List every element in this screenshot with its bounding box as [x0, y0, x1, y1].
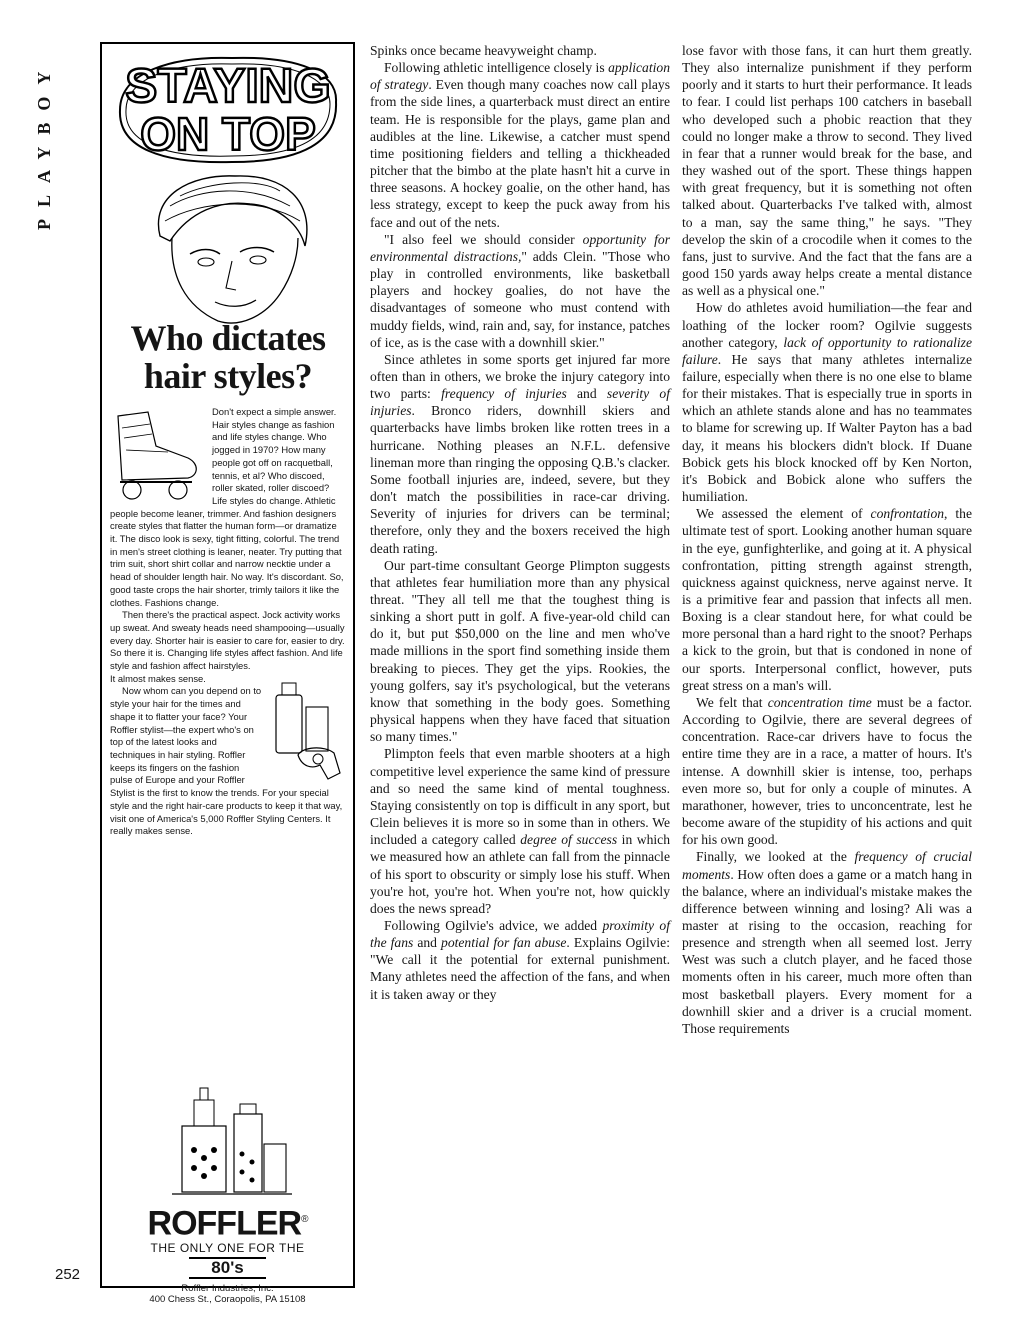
roffler-products-illustration [172, 1084, 292, 1202]
ad-body-copy [110, 406, 346, 838]
ad-paragraph-3: It almost makes sense. [110, 672, 206, 684]
on-top-art-text: ON TOP [140, 108, 316, 160]
roffler-tagline-80s: 80's [189, 1257, 265, 1279]
article-paragraph: Following athletic intelligence closely is application of strategy. Even though many coaches now call plays from the side lines, a quarterback must direct an entire team. He is responsible for the plays, game plan and audibles at the line. Likewise, a catcher must spend time positioning fielders and telling a thickheaded pitcher that the bimbo at the plate hasn't hit a curve in three seasons. A hockey goalie, on the other hand, has less strategy, except to keep the puck away from his face and out of the nets. [370, 60, 670, 230]
page-number: 252 [55, 1266, 81, 1283]
article-paragraph: We assessed the element of confrontation, the ultimate test of sport. Looking another human square in the eye, gunfighterlike, and going at it. A physical confrontation, pitting strength against strength, quickness against quickness, nerve against nerve. It is a primitive fear and passion that infects all men. Boxing is a clear standout here, for what could be more personal than a hard right to the snoot? Perhaps a kick to the groin, but that is condoned in none of our sports. Interpersonal conflict, however, puts great stress on a man's will. [682, 506, 973, 693]
roffler-address: 400 Chess St., Coraopolis, PA 15108 [149, 1294, 306, 1306]
roffler-advertisement [100, 42, 355, 1306]
hair-products-illustration [268, 677, 350, 787]
magazine-name-text: PLAYBOY [34, 59, 54, 230]
ad-paragraph-2: Then there's the practical aspect. Jock activity works up sweat. And sweaty heads need shampooing—usually every day. Shorter hair is easier to care for, easier to dry. So there it is. Changing life styles affect fashion. And life style and fashion affect hairstyles. [110, 609, 345, 672]
article-column-1 [370, 42, 670, 1003]
article-paragraph: How do athletes avoid humiliation—the fear and loathing of the locker room? Ogilvie suggests another category, lack of opportunity to rationalize failure. He says that many athletes internalize failure, especially when there is no one else to blame for their mistakes. That is especially true in sports in which an athlete stands alone and has no teammates to blame for screwing up. If Walter Payton has a bad day, it means his blockers didn't block. If Duane Bobick gets his block knocked off by Ken Norton, it's Bobick and Bobick alone who suffers the humiliation. [682, 300, 972, 505]
article-paragraph: Following Ogilvie's advice, we added proximity of the fans and potential for fan abuse. Explains Ogilvie: "We call it the potential for external punishment. Many athletes need the affection of the fans, and when it is taken away or they [370, 917, 670, 1002]
registered-mark: ® [301, 1214, 308, 1225]
ad-paragraph-4: Now whom can you depend on to style your hair for the times and shape it to flatter your face? Your Roffler stylist—the expert who's on top of the latest looks and techniques in hair styling. Roffler keeps its fingers on the fashion pulse of Europe and your Roffler Stylist is the first to know the trends. For your special style and the right hair-care products to keep it that way, visit one of America's 5,000 Roffler Styling Centers. It really makes sense. [110, 685, 343, 837]
article-paragraph: Finally, we looked at the frequency of crucial moments. How often does a game or a match hang in the balance, where an individual's mistake makes the difference between winning and losing? Ali was a master at rising to the occasion, reaching for presence and strength when all seemed lost. Jerry West was such a clutch player, and he faced those moments often in his career, much more often than most basketball players. Every moment for a downhill skier and a driver is a crucial moment. Those requirements [682, 849, 972, 1036]
roffler-logo-text: ROFFLER [147, 1204, 302, 1243]
man-portrait-illustration [140, 166, 320, 331]
roffler-logo [102, 1202, 353, 1241]
staying-art-text: STAYING [125, 60, 331, 113]
article-paragraph: We felt that concentration time must be a factor. According to Ogilvie, there are several degrees of concentration. Race-car drivers have to focus the entire time they are in a race, a matter of hours. It's intense. A downhill skier is intense, too, perhaps even more so, but for only a couple of minutes. A marathoner, however, tries to unconcentrate, lest he become aware of the stupidity of his actions and quit for his own good. [682, 694, 973, 848]
article-paragraph: Since athletes in some sports get injured far more often than in others, we broke the injury category into two parts: frequency of injuries and severity of injuries. Bronco riders, downhill skiers and quarterbacks have limbs broken like rotten trees in a hurricane. Nothing pleases an N.F.L. defensive lineman more than ringing the opposing Q.B.'s clacker. Some football injuries are, indeed, severe, but they don't match the possibilities in race-car driving. Severity of injuries for drivers can be terminal; therefore, only they and the boxers received the high death rating. [370, 351, 670, 556]
roffler-tagline: THE ONLY ONE FOR THE [150, 1241, 305, 1256]
roffler-logo-block [102, 1202, 353, 1305]
article-paragraph: "I also feel we should consider opportunity for environmental distractions," adds Clein. "Those who play in controlled environments, like basketball players and hockey goalies, do not have the disadvantages of someone who must contend with muddy fields, wind, rain and, say, for instance, patches of ice, as is the case with a downhill skier." [370, 231, 671, 350]
article-paragraph: Our part-time consultant George Plimpton suggests that athletes fear humiliation more than any physical threat. "They all tell me that the toughest thing is sinking a short putt in golf. A five-year-old child can do it, but put $50,000 on the line and men who've made millions in the sport find something inside them breaking to pieces. They get the yips. Rookies, the young golfers, say it's psychological, but the veterans know that something in the body goes. Something physical happens when they have faced that situation so many times." [370, 557, 670, 745]
ad-paragraph-1: Don't expect a simple answer. Hair styles change as fashion and life styles change. Who jogged in 1970? How many people got off on racquetball, tennis, et al? Who discoed, roller skated, roller discoed? Life styles do change. Athletic people become leaner, trimmer. And fashion designers create styles that flatter the human form—or dramatize it. The disco look is sexy, tight fitting, colorful. The trend in men's street clothing is leaner, neater. Try putting that trim suit, short shirt collar and narrow necktie under a head of shoulder length hair. No way. It's discordant. So, good taste crops the hair shorter, trimly tailors it like the clothes. Fashions change. [110, 406, 344, 608]
ad-headline: Who dictates hair styles? [130, 318, 326, 396]
roffler-company: Roffler Industries, Inc. [181, 1283, 274, 1295]
article-paragraph: lose favor with those fans, it can hurt them greatly. They also internalize punishment if they perform poorly and it starts to hurt their performance. It leads to fear. I could list perhaps 100 catchers in baseball who developed such a phobic reaction that they could no longer make a throw to second. They lived in fear that a runner would break for the base, and they washed out of the sport. These things happen with great frequency, but it is something not often talked about. Quarterbacks I've talked with, almost to a man, say the same thing," he says. "They develop the skin of a crocodile when it comes to the fans, just to survive. And the fact that the fans are a good 150 yards away helps create a mental distance as well as a physical one." [682, 43, 972, 299]
article-paragraph: Spinks once became heavyweight champ. [370, 43, 597, 58]
article-column-2 [682, 42, 972, 1037]
roller-skate-illustration [108, 406, 206, 506]
article-paragraph: Plimpton feels that even marble shooters at a high competitive level experience the same kind of pressure and so need the same kind of mental toughness. Staying consistently on top is difficult in any sport, but Clein believes it is more so in some than in others. We included a category called degree of success in which we measured how an athlete can fall from the pinnacle of his sport to obscurity or simply lose his stuff. When you're hot, you're hot. When you're not, how quickly does the news spread? [370, 746, 671, 916]
magazine-name [34, 40, 74, 230]
staying-on-top-logo-art [112, 52, 342, 167]
